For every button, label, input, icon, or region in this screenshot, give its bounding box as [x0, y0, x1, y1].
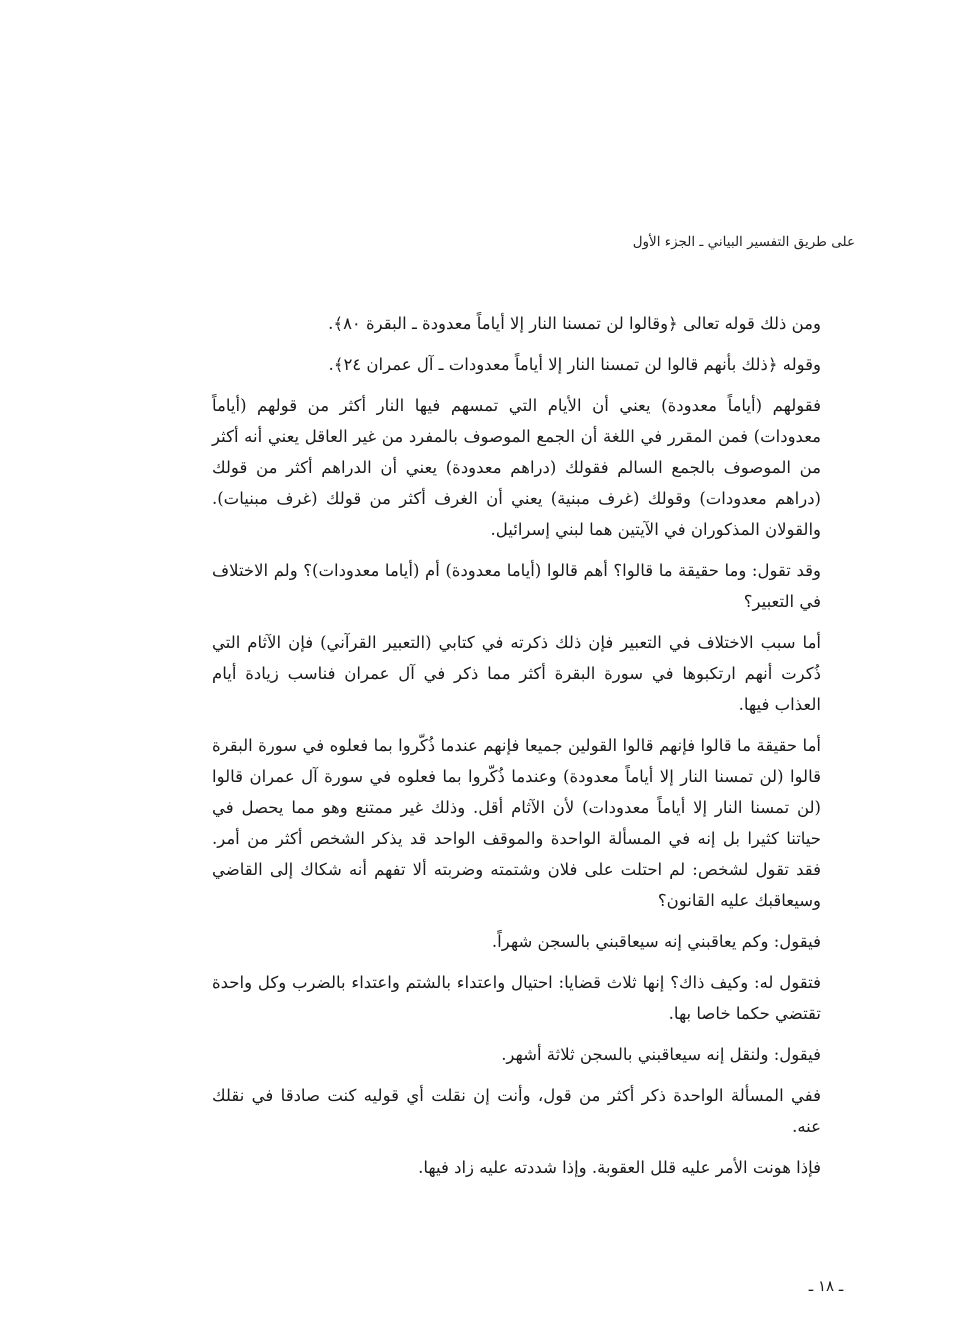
paragraph-10: ففي المسألة الواحدة ذكر أكثر من قول، وأنت إن نقلت أي قوليه كنت صادقا في نقلك عنه. — [212, 1086, 821, 1136]
paragraph-3: فقولهم (أياماً معدودة) يعني أن الأيام التي تمسهم فيها النار أكثر من قولهم (أياماً معدودات) فمن المقرر في اللغة أن الجمع الموصوف بالمفرد من غير العاقل يعني أنه أكثر من الموصوف بالجمع السالم فقولك (دراهم معدودة) يعني أن الدراهم أكثر من قولك (دراهم معدودات) وقولك (غرف مبنية) يعني أن الغرف أكثر من قولك (غرف مبنيات). والقولان المذكوران في الآيتين هما لبني إسرائيل. — [212, 396, 821, 539]
paragraph-9: فيقول: ولنقل إنه سيعاقبني بالسجن ثلاثة أشهر. — [501, 1045, 821, 1064]
paragraph-2: وقوله ﴿ذلك بأنهم قالوا لن تمسنا النار إلا أياماً معدودات ـ آل عمران ٢٤﴾. — [328, 355, 821, 374]
paragraph-11: فإذا هونت الأمر عليه قلل العقوبة. وإذا شددته عليه زاد فيها. — [418, 1158, 821, 1177]
paragraph-1: ومن ذلك قوله تعالى ﴿وقالوا لن تمسنا النار إلا أياماً معدودة ـ البقرة ٨٠﴾. — [328, 314, 821, 333]
page-number: ـ ١٨ ـ — [808, 1277, 844, 1295]
body-text — [212, 308, 855, 1193]
running-header: على طريق التفسير البياني ـ الجزء الأول — [632, 234, 855, 250]
paragraph-7: فيقول: وكم يعاقبني إنه سيعاقبني بالسجن شهراً. — [491, 932, 821, 951]
paragraph-4: وقد تقول: وما حقيقة ما قالوا؟ أهم قالوا (أياما معدودة) أم (أياما معدودات)؟ ولم الاختلاف في التعبير؟ — [212, 561, 821, 611]
paragraph-6: أما حقيقة ما قالوا فإنهم قالوا القولين جميعا فإنهم عندما ذُكّروا بما فعلوه في سورة البقرة قالوا (لن تمسنا النار إلا أياماً معدودة) وعندما ذُكّروا بما فعلوه في سورة آل عمران قالوا (لن تمسنا النار إلا أياماً معدودات) لأن الآثام أقل. وذلك غير ممتنع وهو مما يحصل في حياتنا كثيرا بل إنه في المسألة الواحدة والموقف الواحد قد يذكر الشخص أكثر من أمر. فقد تقول لشخص: لم احتلت على فلان وشتمته وضربته ألا تفهم أنه شكاك إلى القاضي وسيعاقبك عليه القانون؟ — [212, 736, 821, 910]
paragraph-5: أما سبب الاختلاف في التعبير فإن ذلك ذكرته في كتابي (التعبير القرآني) فإن الآثام التي ذُكرت أنهم ارتكبوها في سورة البقرة أكثر مما ذكر في آل عمران فناسب زيادة أيام العذاب فيها. — [212, 633, 821, 714]
paragraph-8: فتقول له: وكيف ذاك؟ إنها ثلاث قضايا: احتيال واعتداء بالشتم واعتداء بالضرب وكل واحدة تقتضي حكما خاصا بها. — [212, 973, 821, 1023]
